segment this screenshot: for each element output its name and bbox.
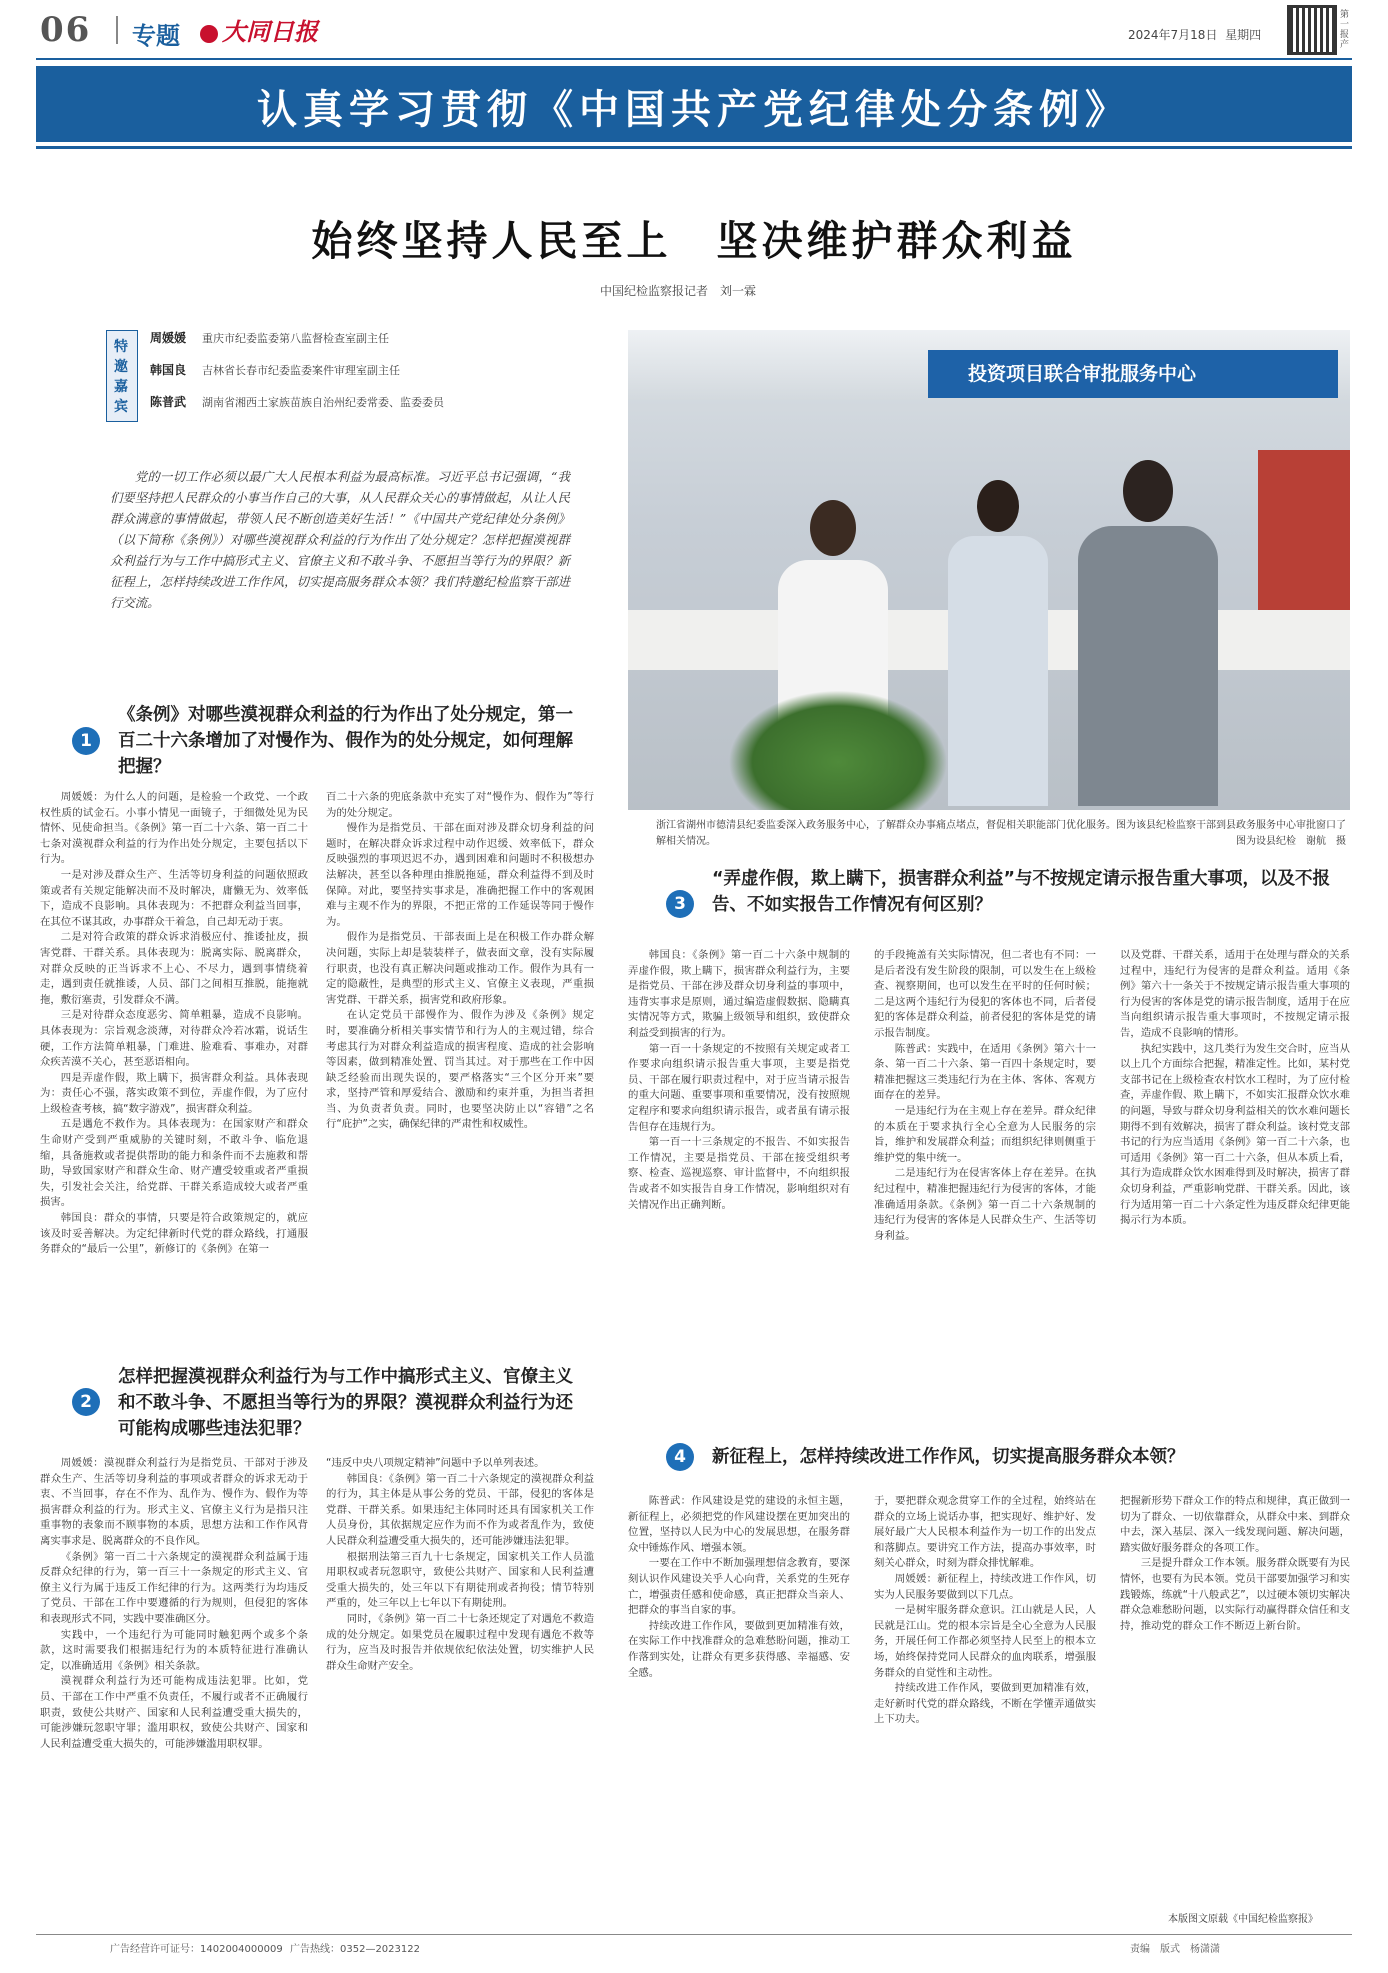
paragraph: 在认定党员干部慢作为、假作为涉及《条例》规定时，要准确分析相关事实情节和行为人的主观过错，综合考虑其行为对群众利益造成的损害程度、造成的社会影响等因素，做到精准处置、罚当其过。对于那些在工作中因缺乏经验而出现失误的，要严格落实“三个区分开来”要求，坚持严管和厚爱结合、激励和约束并重，为担当者担当、为负责者负责。同时，也要坚决防止以“容错”之名行“庇护”之实，确保纪律的严肃性和权威性。 [326,1009,594,1131]
guests-label [106,330,138,422]
paragraph: 二是违纪行为在侵害客体上存在差异。在执纪过程中，精准把握违纪行为侵害的客体，才能准确适用条款。《条例》第一百二十六条规制的违纪行为侵害的客体是人民群众生产、生活等切身利益。 [874,1167,1096,1242]
question-number-badge: 2 [72,1388,100,1416]
article-column [40,1456,308,1926]
photo-sign-text: 投资项目联合审批服务中心 [968,363,1197,385]
paragraph: 实践中，一个违纪行为可能同时触犯两个或多个条款，这时需要我们根据违纪行为的本质特征进行准确认定，以准确适用《条例》相关条款。 [40,1628,308,1672]
article-column [874,948,1096,1398]
guests-label-text: 特邀嘉宾 [114,339,128,415]
topic-banner [36,66,1352,142]
footer-editor: 责编 版式 杨潇潇 [1130,1944,1220,1955]
banner-title: 认真学习贯彻《中国共产党纪律处分条例》 [257,86,1131,133]
paragraph: 三是提升群众工作本领。服务群众既要有为民情怀，也要有为民本领。党员干部要加强学习和实践锻炼，练就“十八般武艺”，以过硬本领切实解决群众急难愁盼问题，以实际行动赢得群众信任和支持，推动党的群众工作不断迈上新台阶。 [1120,1557,1350,1632]
photo-caption-text: 浙江省湖州市德清县纪委监委深入政务服务中心，了解群众办事痛点堵点，督促相关职能部门优化服务。图为该县纪检监察干部到县政务服务中心审批窗口了解相关情况。 [656,820,1346,847]
header-rule [36,58,1352,60]
article-column [628,1494,850,1924]
guest-item [150,328,610,360]
guest-item [150,360,610,392]
paragraph: 把握新形势下群众工作的特点和规律，真正做到一切为了群众、一切依靠群众，从群众中来、到群众中去，深入基层、深入一线发现问题、解决问题，踏实做好服务群众的各项工作。 [1120,1495,1350,1554]
header-date [1128,26,1261,43]
paragraph: 一要在工作中不断加强理想信念教育，要深刻认识作风建设关乎人心向背，关系党的生死存亡，增强责任感和使命感，真正把群众当亲人、把群众的事当自家的事。 [628,1557,850,1617]
paragraph: 持续改进工作作风，要做到更加精准有效，在实际工作中找准群众的急难愁盼问题，推动工作落到实处，让群众有更多获得感、幸福感、安全感。 [628,1619,850,1679]
paragraph: 同时，《条例》第一百二十七条还规定了对遇危不救造成的处分规定。如果党员在履职过程中发现有遇危不救等行为，应当及时报告并依规依纪依法处置，切实维护人民群众生命财产安全。 [326,1612,594,1672]
paragraph: 韩国良：《条例》第一百二十六条规定的漠视群众利益的行为，其主体是从事公务的党员、干部，侵犯的客体是党群、干群关系。如果违纪主体同时还具有国家机关工作人员身份，其依据规定应作为而不作为或者乱作为，致使人民群众利益遭受重大损失的，还可能涉嫌违法犯罪。 [326,1472,594,1547]
source-note: 本版图文原载《中国纪检监察报》 [1168,1914,1318,1925]
paragraph: 四是弄虚作假，欺上瞒下，损害群众利益。具体表现为：责任心不强，落实政策不到位，弄虚作假，为了应付上级检查考核，搞“数字游戏”，损害群众利益。 [40,1071,308,1115]
paragraph: 第一百一十三条规定的不报告、不如实报告工作情况，主要是指党员、干部在接受组织考察、检查、巡视巡察、审计监督中，不向组织报告或者不如实报告自身工作情况，影响组织对有关情况作出正确判断。 [628,1136,850,1211]
paragraph: 周媛媛：为什么人的问题，是检验一个政党、一个政权性质的试金石。小事小情见一面镜子，于细微处见为民情怀、见使命担当。《条例》第一百二十六条、第一百二十七条对漠视群众利益的行为作出处分规定，主要包括以下行为。 [40,791,308,866]
article-byline: 中国纪检监察报记者 刘一霖 [600,284,757,298]
photo-red-wall [1258,450,1350,610]
paragraph: 陈普武：实践中，在适用《条例》第六十一条、第一百二十六条、第一百四十条规定时，要精准把握这三类违纪行为在主体、客体、客观方面存在的差异。 [874,1042,1096,1102]
photo-sign-board [928,350,1338,398]
paragraph: 一是对涉及群众生产、生活等切身利益的问题依照政策或者有关规定能解决而不及时解决，庸懒无为、效率低下，造成不良影响。具体表现为：不把群众利益当回事，在其位不谋其政，办事群众干着急，自己却无动于衷。 [40,868,308,928]
paragraph: 漠视群众利益行为还可能构成违法犯罪。比如，党员、干部在工作中严重不负责任，不履行或者不正确履行职责，致使公共财产、国家和人民利益遭受重大损失的，可能涉嫌玩忽职守罪；滥用职权，致使公共财产、国家和人民利益遭受重大损失的，可能涉嫌滥用职权罪。 [40,1675,308,1750]
paragraph: 周媛媛：新征程上，持续改进工作作风，切实为人民服务要做到以下几点。 [874,1572,1096,1601]
article-column [1120,948,1350,1398]
paragraph: 执纪实践中，这几类行为发生交合时，应当从以上几个方面综合把握，精准定性。比如，某村党支部书记在上级检查农村饮水工程时，为了应付检查，弄虚作假、欺上瞒下，不如实汇报群众饮水难的问题，导致与群众切身利益相关的饮水难问题长期得不到有效解决，损害了群众利益。该村党支部书记的行为应当适用《条例》第一百二十六条，也可适用《条例》第一百二十六条，但从本质上看，其行为造成群众饮水困难得到及时解决，损害了群众切身利益，严重影响党群、干群关系。因此，该行为适用第一百二十六条定性为违反群众纪律更能揭示行为本质。 [1120,1042,1350,1227]
question-heading: 怎样把握漠视群众利益行为与工作中搞形式主义、官僚主义和不敢斗争、不愿担当等行为的界限？漠视群众利益行为还可能构成哪些违法犯罪？ [118,1367,573,1439]
article-column [326,1456,594,1926]
intro-paragraph: 党的一切工作必须以最广大人民根本利益为最高标准。习近平总书记强调，“我们要坚持把人民群众的小事当作自己的大事，从人民群众关心的事情做起，从让人民群众满意的事情做起，带领人民不断创造美好生活！”《中国共产党纪律处分条例》（以下简称《条例》）对哪些漠视群众利益的行为作出了处分规定？怎样把握漠视群众利益行为与工作中搞形式主义、官僚主义和不敢斗争、不愿担当等行为的界限？新征程上，怎样持续改进工作作风，切实提高服务群众本领？我们特邀纪检监察干部进行交流。 [110,469,570,610]
footer-rule [36,1934,1352,1935]
question-heading: 《条例》对哪些漠视群众利益的行为作出了处分规定，第一百二十六条增加了对慢作为、假作为的处分规定，如何理解把握？ [118,705,573,777]
guest-name: 陈普武 [150,395,187,409]
article-column [326,790,594,1360]
qr-caption: 第一报产 [1340,10,1350,50]
photo-person-right [1078,460,1218,810]
paragraph: 第一百一十条规定的不按照有关规定或者工作要求向组织请示报告重大事项，主要是指党员、干部在履行职责过程中，对于应当请示报告的重大问题、重要事项和重要情况，没有按照规定程序和要求向组织请示报告，或者虽有请示报告但存在违规行为。 [628,1042,850,1133]
guest-title: 重庆市纪委监委第八监督检查室副主任 [202,332,389,345]
guests-list [150,328,610,424]
paragraph: 陈普武：作风建设是党的建设的永恒主题，新征程上，必须把党的作风建设摆在更加突出的位置，坚持以人民为中心的发展思想，在服务群众中锤炼作风、增强本领。 [628,1495,850,1554]
paragraph: 韩国良：群众的事情，只要是符合政策规定的，就应该及时妥善解决。为定纪律新时代党的群众路线，打通服务群众的“最后一公里”，新修订的《条例》在第一 [40,1212,308,1256]
guest-title: 湖南省湘西土家族苗族自治州纪委常委、监委委员 [202,396,444,409]
photo-credit: 图为设县纪检 谢航 摄 [1236,836,1346,847]
article-column [874,1494,1096,1924]
guest-item [150,392,610,424]
paragraph: 慢作为是指党员、干部在面对涉及群众切身利益的问题时，在解决群众诉求过程中动作迟缓、效率低下，群众反映强烈的事项迟迟不办，遇到困难和问题时不积极想办法解决，甚至以各种理由推脱拖延，群众利益得不到及时保障。对此，要坚持实事求是，准确把握工作中的客观困难与主观不作为的界限，不把正常的工作延误等同于慢作为。 [326,822,594,928]
header-divider [116,16,118,44]
paragraph: 持续改进工作作风，要做到更加精准有效，走好新时代党的群众路线，不断在学懂弄通做实上下功夫。 [874,1682,1096,1726]
article-column [40,790,308,1360]
qr-code [1290,8,1334,52]
paragraph: 的手段掩盖有关实际情况，但二者也有不同：一是后者没有发生阶段的限制，可以发生在上级检查、视察期间，也可以发生在平时的任何时候；二是这两个违纪行为侵犯的客体也不同，后者侵犯的客体是群众利益，前者侵犯的客体是党的请示报告制度。 [874,949,1096,1039]
paragraph: 根据刑法第三百九十七条规定，国家机关工作人员滥用职权或者玩忽职守，致使公共财产、国家和人民利益遭受重大损失的，处三年以下有期徒刑或者拘役；情节特别严重的，处三年以上七年以下有期徒刑。 [326,1550,594,1610]
paragraph: 《条例》第一百二十六条规定的漠视群众利益属于违反群众纪律的行为，第一百三十一条规定的形式主义、官僚主义行为属于违反工作纪律的行为。这两类行为均违反了党员、干部在工作中要遵循的行为规则，但侵犯的客体和表现形式不同，实践中要准确区分。 [40,1550,308,1625]
question-number-badge: 3 [666,890,694,918]
paragraph: 百二十六条的兜底条款中充实了对“慢作为、假作为”等行为的处分规定。 [326,791,594,819]
paragraph: 三是对待群众态度恶劣、简单粗暴，造成不良影响。具体表现为：宗旨观念淡薄，对待群众冷若冰霜，说话生硬，工作方法简单粗暴，门难进、脸难看、事难办，对群众疾苦漠不关心，甚至恶语相向。 [40,1009,308,1069]
article-headline: 始终坚持人民至上 坚决维护群众利益 [311,217,1077,265]
photo-caption [656,818,1346,850]
question-number-badge: 1 [72,727,100,755]
paragraph: 一是树牢服务群众意识。江山就是人民，人民就是江山。党的根本宗旨是全心全意为人民服务，开展任何工作都必须坚持人民至上的根本立场，始终保持党同人民群众的血肉联系，增强服务群众的自觉性和主动性。 [874,1604,1096,1679]
banner-underline [36,146,1352,149]
paragraph: 一是违纪行为在主观上存在差异。群众纪律的本质在于要求执行全心全意为人民服务的宗旨，维护和发展群众利益；而组织纪律则侧重于维护党的集中统一。 [874,1104,1096,1164]
paragraph: “违反中央八项规定精神”问题中予以单列表述。 [326,1457,545,1469]
photo-person-middle [948,480,1048,810]
paragraph: 五是遇危不救作为。具体表现为：在国家财产和群众生命财产受到严重威胁的关键时刻，不敢斗争、临危退缩，具备施救或者提供帮助的能力和条件而不去施救和帮助，导致国家财产和群众生命、财产遭受较重或者严重损失，引发社会关注，给党群、干群关系造成较大或者严重损害。 [40,1118,308,1209]
guest-name: 韩国良 [150,363,187,377]
paragraph: 假作为是指党员、干部表面上是在积极工作办群众解决问题，实际上却是装装样子，做表面文章，没有实际履行职责，也没有真正解决问题或推动工作。假作为具有一定的隐蔽性，是典型的形式主义、官僚主义表现，严重损害党群、干群关系，损害党和政府形象。 [326,931,594,1006]
paragraph: 周媛媛：漠视群众利益行为是指党员、干部对于涉及群众生产、生活等切身利益的事项或者群众的诉求无动于衷、不当回事，存在不作为、乱作为、慢作为、假作为等损害群众利益的行为。形式主义、官僚主义行为是指只注重事物的表象而不顾事物的本质，思想方法和工作作风背离实事求是、脱离群众的不良作风。 [40,1457,308,1547]
question-heading: “弄虚作假，欺上瞒下，损害群众利益”与不按规定请示报告重大事项，以及不报告、不如实报告工作情况有何区别？ [712,869,1331,915]
footer-ad-phone: 广告热线：0352—2023122 [290,1944,420,1955]
page-number: 06 [40,10,92,50]
paragraph: 以及党群、干群关系，适用于在处理与群众的关系过程中，违纪行为侵害的是群众利益。适用《条例》第六十一条关于不按规定请示报告重大事项的行为侵害的客体是党的请示报告制度，适用于在应当向组织请示报告重大事项时，不按规定请示报告，造成不良影响的情形。 [1120,949,1350,1039]
paper-name: 大同日报 [222,17,318,46]
paper-logo [200,12,318,47]
paragraph: 二是对符合政策的群众诉求消极应付、推诿扯皮，损害党群、干群关系。具体表现为：脱离实际、脱离群众，对群众反映的正当诉求不上心、不尽力，遇到事情绕着走，遇到责任就推诿，人员、部门之间相互推脱，能拖就拖，敷衍塞责，引发群众不满。 [40,931,308,1006]
weekday-text: 星期四 [1225,28,1262,42]
section-label: 专题 [132,22,180,50]
photo-plant [728,690,948,810]
question-heading: 新征程上，怎样持续改进工作作风，切实提高服务群众本领？ [712,1447,1185,1467]
question-number-badge: 4 [666,1443,694,1471]
news-photo [628,330,1350,810]
page-header [0,0,1388,60]
guest-title: 吉林省长春市纪委监委案件审理室副主任 [202,364,400,377]
paper-logo-mark [200,25,218,43]
date-text: 2024年7月18日 [1128,28,1218,42]
paragraph: 韩国良：《条例》第一百二十六条中规制的弄虚作假，欺上瞒下，损害群众利益行为，主要是指党员、干部在涉及群众切身利益的事项中，违背实事求是原则，通过编造虚假数据、隐瞒真实情况等方式，欺骗上级领导和组织，致使群众利益受到损害的行为。 [628,949,850,1039]
paragraph: 于，要把群众观念贯穿工作的全过程，始终站在群众的立场上说话办事，把实现好、维护好、发展好最广大人民根本利益作为一切工作的出发点和落脚点。要讲究工作方法，提高办事效率，时刻关心群众，时刻为群众排忧解难。 [874,1495,1096,1570]
article-column [1120,1494,1350,1904]
guest-name: 周媛媛 [150,331,187,345]
article-column [628,948,850,1398]
footer-ad-license: 广告经营许可证号：1402004000009 [110,1944,283,1955]
